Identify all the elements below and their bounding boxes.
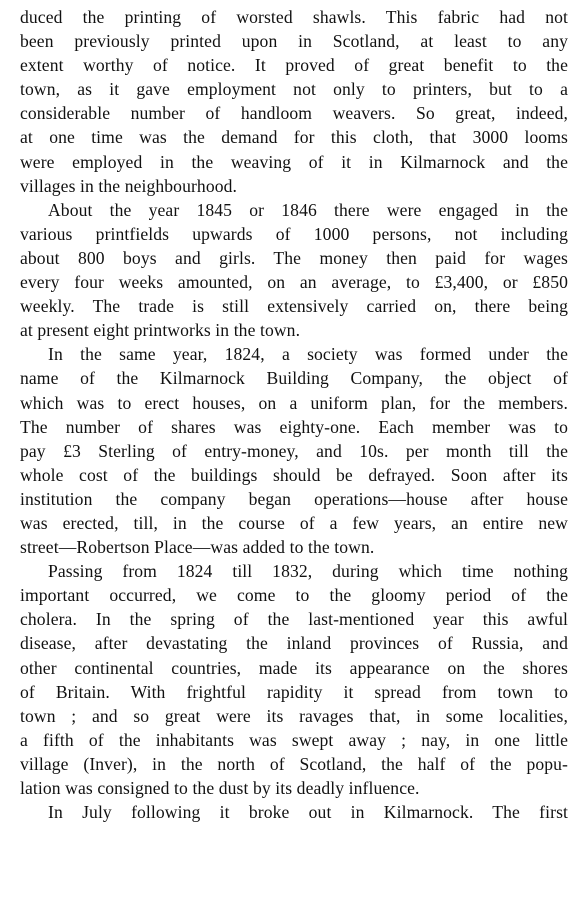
text-line: In the same year, 1824, a society was formed under the <box>48 344 568 365</box>
text-line: village (Inver), in the north of Scotland, the half of the popu- <box>20 753 568 774</box>
text-line: extent worthy of notice. It proved of great benefit to the <box>20 55 568 76</box>
text-line: town ; and so great were its ravages that, in some localities, <box>20 705 568 726</box>
text-line: at present eight printworks in the town. <box>20 320 301 341</box>
text-line: Passing from 1824 till 1832, during which time nothing <box>48 561 568 582</box>
text-line: was erected, till, in the course of a few years, an entire new <box>20 512 568 533</box>
text-line: other continental countries, made its appearance on the shores <box>20 657 568 678</box>
text-line: street—Robertson Place—was added to the town. <box>20 537 375 558</box>
text-line: About the year 1845 or 1846 there were engaged in the <box>48 199 568 220</box>
text-line: In July following it broke out in Kilmarnock. The first <box>48 802 568 823</box>
text-line: were employed in the weaving of it in Kilmarnock and the <box>20 151 568 172</box>
text-line: name of the Kilmarnock Building Company, the object of <box>20 368 568 389</box>
text-line: been previously printed upon in Scotland, at least to any <box>20 31 568 52</box>
text-line: lation was consigned to the dust by its deadly influence. <box>20 778 420 798</box>
text-line: of Britain. With frightful rapidity it spread from town to <box>20 681 568 702</box>
text-line: weekly. The trade is still extensively carried on, there being <box>20 296 568 317</box>
text-line: at one time was the demand for this cloth, that 3000 looms <box>20 127 568 148</box>
text-line: every four weeks amounted, on an average, to £3,400, or £850 <box>20 272 568 293</box>
text-line: pay £3 Sterling of entry-money, and 10s. per month till the <box>20 440 568 461</box>
body-text <box>20 5 568 824</box>
text-line: town, as it gave employment not only to printers, but to a <box>20 79 568 100</box>
text-line: villages in the neighbourhood. <box>20 175 238 196</box>
text-line: various printfields upwards of 1000 persons, not including <box>20 223 568 244</box>
text-line: a fifth of the inhabitants was swept away ; nay, in one little <box>20 729 568 750</box>
text-line: which was to erect houses, on a uniform plan, for the members. <box>20 392 568 413</box>
text-line: The number of shares was eighty-one. Each member was to <box>20 416 568 437</box>
text-line: disease, after devastating the inland provinces of Russia, and <box>20 633 568 654</box>
text-line: institution the company began operations—house after house <box>20 488 568 509</box>
text-line: cholera. In the spring of the last-mentioned year this awful <box>20 609 568 630</box>
text-line: important occurred, we come to the gloomy period of the <box>20 585 568 606</box>
text-line: duced the printing of worsted shawls. This fabric had not <box>20 7 568 27</box>
text-line: considerable number of handloom weavers. So great, indeed, <box>20 103 568 124</box>
text-line: whole cost of the buildings should be defrayed. Soon after its <box>20 464 568 485</box>
text-line: about 800 boys and girls. The money then paid for wages <box>20 247 568 268</box>
